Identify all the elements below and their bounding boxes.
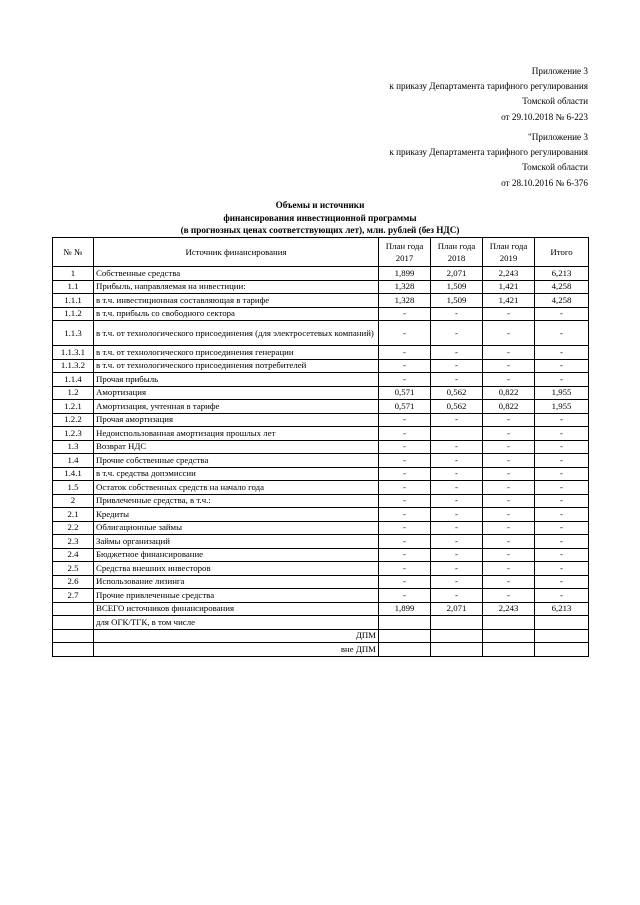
value-2017: - [379,307,431,321]
row-source-name: Прочая амортизация [94,413,379,427]
table-row [53,373,589,387]
value-2019: - [483,508,535,522]
value-2018: 0,562 [431,400,483,414]
value-2018: - [431,481,483,495]
value-2018 [431,643,483,657]
row-source-name: Остаток собственных средств на начало года [94,481,379,495]
title-line: (в прогнозных ценах соответствующих лет), млн. рублей (без НДС) [180,225,460,235]
value-2018: 1,509 [431,294,483,308]
row-source-name: Займы организаций [94,535,379,549]
value-2017: - [379,373,431,387]
value-2018: - [431,359,483,373]
row-number: 2.6 [53,575,94,589]
value-total: - [535,307,589,321]
table-row [53,413,589,427]
value-2019: - [483,359,535,373]
value-total [535,643,589,657]
header-line: "Приложение 3 [528,132,588,142]
column-header-2017: План года 2017 [379,238,431,267]
table-row [53,400,589,414]
table-row [53,386,589,400]
value-2019: 2,243 [483,267,535,281]
value-2018 [431,616,483,630]
table-header-row [53,238,589,267]
value-2017: - [379,346,431,360]
value-total: 1,955 [535,400,589,414]
value-total: - [535,359,589,373]
value-2017: - [379,454,431,468]
table-row [53,321,589,346]
row-number: 2.2 [53,521,94,535]
value-2019 [483,616,535,630]
value-total: - [535,494,589,508]
value-2017: - [379,359,431,373]
value-2018: - [431,494,483,508]
value-2018: - [431,373,483,387]
value-2019 [483,629,535,643]
column-header-source: Источник финансирования [94,238,379,267]
value-2019: 0,822 [483,386,535,400]
value-2018: - [431,307,483,321]
value-total: 4,258 [535,294,589,308]
value-total: - [535,575,589,589]
table-row [53,346,589,360]
row-number: 2 [53,494,94,508]
value-2018: - [431,521,483,535]
value-2019: - [483,589,535,603]
row-number: 1.4.1 [53,467,94,481]
value-2018: - [431,575,483,589]
row-source-name: Недоиспользованная амортизация прошлых лет [94,427,379,441]
table-row [53,294,589,308]
value-2019: - [483,481,535,495]
value-2017 [379,616,431,630]
row-number: 1.1.3.1 [53,346,94,360]
value-2019 [483,643,535,657]
row-number: 1.2.2 [53,413,94,427]
value-2018 [431,629,483,643]
row-number [53,643,94,657]
value-2019: - [483,373,535,387]
value-2019: - [483,321,535,346]
value-total: - [535,481,589,495]
value-2018: - [431,535,483,549]
value-total: - [535,321,589,346]
row-source-name: Бюджетное финансирование [94,548,379,562]
value-total [535,629,589,643]
value-2019: - [483,562,535,576]
row-number: 1.2.3 [53,427,94,441]
row-number: 2.5 [53,562,94,576]
value-2017 [379,629,431,643]
value-2017: - [379,413,431,427]
value-total: - [535,467,589,481]
row-number: 1.1.3.2 [53,359,94,373]
value-2017: - [379,467,431,481]
row-number [53,629,94,643]
value-2017: - [379,589,431,603]
value-2018: - [431,413,483,427]
value-2017: - [379,481,431,495]
header-line: Томской области [522,96,588,107]
row-number: 1.5 [53,481,94,495]
row-source-name: Прочая прибыль [94,373,379,387]
value-2017: - [379,562,431,576]
value-total: - [535,427,589,441]
value-2019: - [483,575,535,589]
table-row [53,521,589,535]
row-number: 1.4 [53,454,94,468]
row-number: 1.2 [53,386,94,400]
title-line: Объемы и источники [275,200,365,210]
value-total: 1,955 [535,386,589,400]
value-2019: - [483,427,535,441]
value-2018: - [431,467,483,481]
table-row [53,440,589,454]
value-total: - [535,346,589,360]
value-2017: 1,899 [379,267,431,281]
table-row [53,454,589,468]
value-2018: 2,071 [431,602,483,616]
value-2017: - [379,427,431,441]
row-number: 1 [53,267,94,281]
row-number: 2.3 [53,535,94,549]
value-total: 6,213 [535,267,589,281]
value-2017: - [379,548,431,562]
table-row [53,629,589,643]
row-source-name: в т.ч. прибыль со свободного сектора [94,307,379,321]
column-header-number: № № [53,238,94,267]
column-header-2018: План года 2018 [431,238,483,267]
row-source-name: Амортизация, учтенная в тарифе [94,400,379,414]
table-row [53,359,589,373]
value-2019: - [483,346,535,360]
row-source-name: Амортизация [94,386,379,400]
row-source-name: ВСЕГО источников финансирования [94,602,379,616]
value-2019: - [483,467,535,481]
row-number: 1.1.1 [53,294,94,308]
value-2018: 2,071 [431,267,483,281]
table-row [53,508,589,522]
value-total: - [535,521,589,535]
table-row [53,616,589,630]
row-source-name: вне ДПМ [94,643,379,657]
value-2017: - [379,440,431,454]
value-2017: 0,571 [379,400,431,414]
row-number [53,616,94,630]
value-2018: - [431,589,483,603]
table-row [53,467,589,481]
row-source-name: ДПМ [94,629,379,643]
row-source-name: Привлеченные средства, в т.ч.: [94,494,379,508]
value-2017: - [379,535,431,549]
value-2017 [379,643,431,657]
financing-table [52,237,589,657]
value-2017: 0,571 [379,386,431,400]
value-2017: - [379,575,431,589]
document-title [52,199,588,237]
value-2019: - [483,307,535,321]
value-total: - [535,440,589,454]
value-2018: - [431,562,483,576]
row-source-name: Прочие привлеченные средства [94,589,379,603]
row-source-name: в т.ч. средства допэмиссии [94,467,379,481]
value-2017: 1,328 [379,280,431,294]
value-total: 6,213 [535,602,589,616]
value-2018: - [431,508,483,522]
row-source-name: в т.ч. от технологического присоединения (для электросетевых компаний) [94,321,379,346]
value-total: - [535,535,589,549]
row-number [53,602,94,616]
header-line: Приложение 3 [531,66,588,76]
table-row [53,307,589,321]
value-2017: - [379,321,431,346]
column-header-2019: План года 2019 [483,238,535,267]
value-2017: 1,328 [379,294,431,308]
row-source-name: Возврат НДС [94,440,379,454]
value-total: - [535,548,589,562]
value-2019: 1,421 [483,280,535,294]
table-row [53,481,589,495]
header-block-1 [389,64,588,125]
row-number: 1.1 [53,280,94,294]
table-row [53,494,589,508]
value-2019: - [483,521,535,535]
value-2018: - [431,346,483,360]
value-2019: - [483,440,535,454]
row-number: 2.1 [53,508,94,522]
row-number: 1.2.1 [53,400,94,414]
row-source-name: Кредиты [94,508,379,522]
value-total: - [535,413,589,427]
table-row [53,602,589,616]
value-2019: 0,822 [483,400,535,414]
table-row [53,267,589,281]
header-line: от 28.10.2016 № 6-376 [501,177,588,188]
value-2018: - [431,548,483,562]
row-source-name: в т.ч. от технологического присоединения генерации [94,346,379,360]
table-row [53,575,589,589]
row-number: 1.1.4 [53,373,94,387]
value-total: - [535,589,589,603]
header-line: от 29.10.2018 № 6-223 [501,111,588,122]
value-total: - [535,508,589,522]
value-2019: - [483,454,535,468]
value-total: - [535,562,589,576]
row-number: 1.1.2 [53,307,94,321]
value-2018: 0,562 [431,386,483,400]
value-2017: - [379,521,431,535]
header-line: к приказу Департамента тарифного регулирования [389,81,588,92]
row-source-name: для ОГК/ТГК, в том числе [94,616,379,630]
table-row [53,548,589,562]
row-source-name: Использование лизинга [94,575,379,589]
value-2019: 2,243 [483,602,535,616]
header-block-2 [389,130,588,191]
value-2018: 1,509 [431,280,483,294]
row-source-name: Собственные средства [94,267,379,281]
value-2018: - [431,454,483,468]
table-row [53,643,589,657]
table-row [53,280,589,294]
header-line: Томской области [522,162,588,173]
table-row [53,535,589,549]
value-total [535,616,589,630]
row-number: 1.3 [53,440,94,454]
table-row [53,589,589,603]
value-2018 [431,427,483,441]
value-2019: 1,421 [483,294,535,308]
row-source-name: Прибыль, направляемая на инвестиции: [94,280,379,294]
row-number: 2.4 [53,548,94,562]
row-source-name: Средства внешних инвесторов [94,562,379,576]
value-2017: - [379,494,431,508]
value-2018: - [431,321,483,346]
value-total: - [535,373,589,387]
value-2019: - [483,535,535,549]
title-line: финансирования инвестиционной программы [223,212,417,223]
table-row [53,562,589,576]
value-2017: 1,899 [379,602,431,616]
value-total: 4,258 [535,280,589,294]
value-2019: - [483,494,535,508]
row-source-name: Прочие собственные средства [94,454,379,468]
value-2019: - [483,413,535,427]
value-2017: - [379,508,431,522]
header-line: к приказу Департамента тарифного регулирования [389,147,588,158]
row-source-name: в т.ч. инвестиционная составляющая в тарифе [94,294,379,308]
value-2019: - [483,548,535,562]
row-number: 1.1.3 [53,321,94,346]
table-row [53,427,589,441]
column-header-total: Итого [535,238,589,267]
row-source-name: Облигационные займы [94,521,379,535]
row-source-name: в т.ч. от технологического присоединения потребителей [94,359,379,373]
value-total: - [535,454,589,468]
value-2018: - [431,440,483,454]
row-number: 2.7 [53,589,94,603]
